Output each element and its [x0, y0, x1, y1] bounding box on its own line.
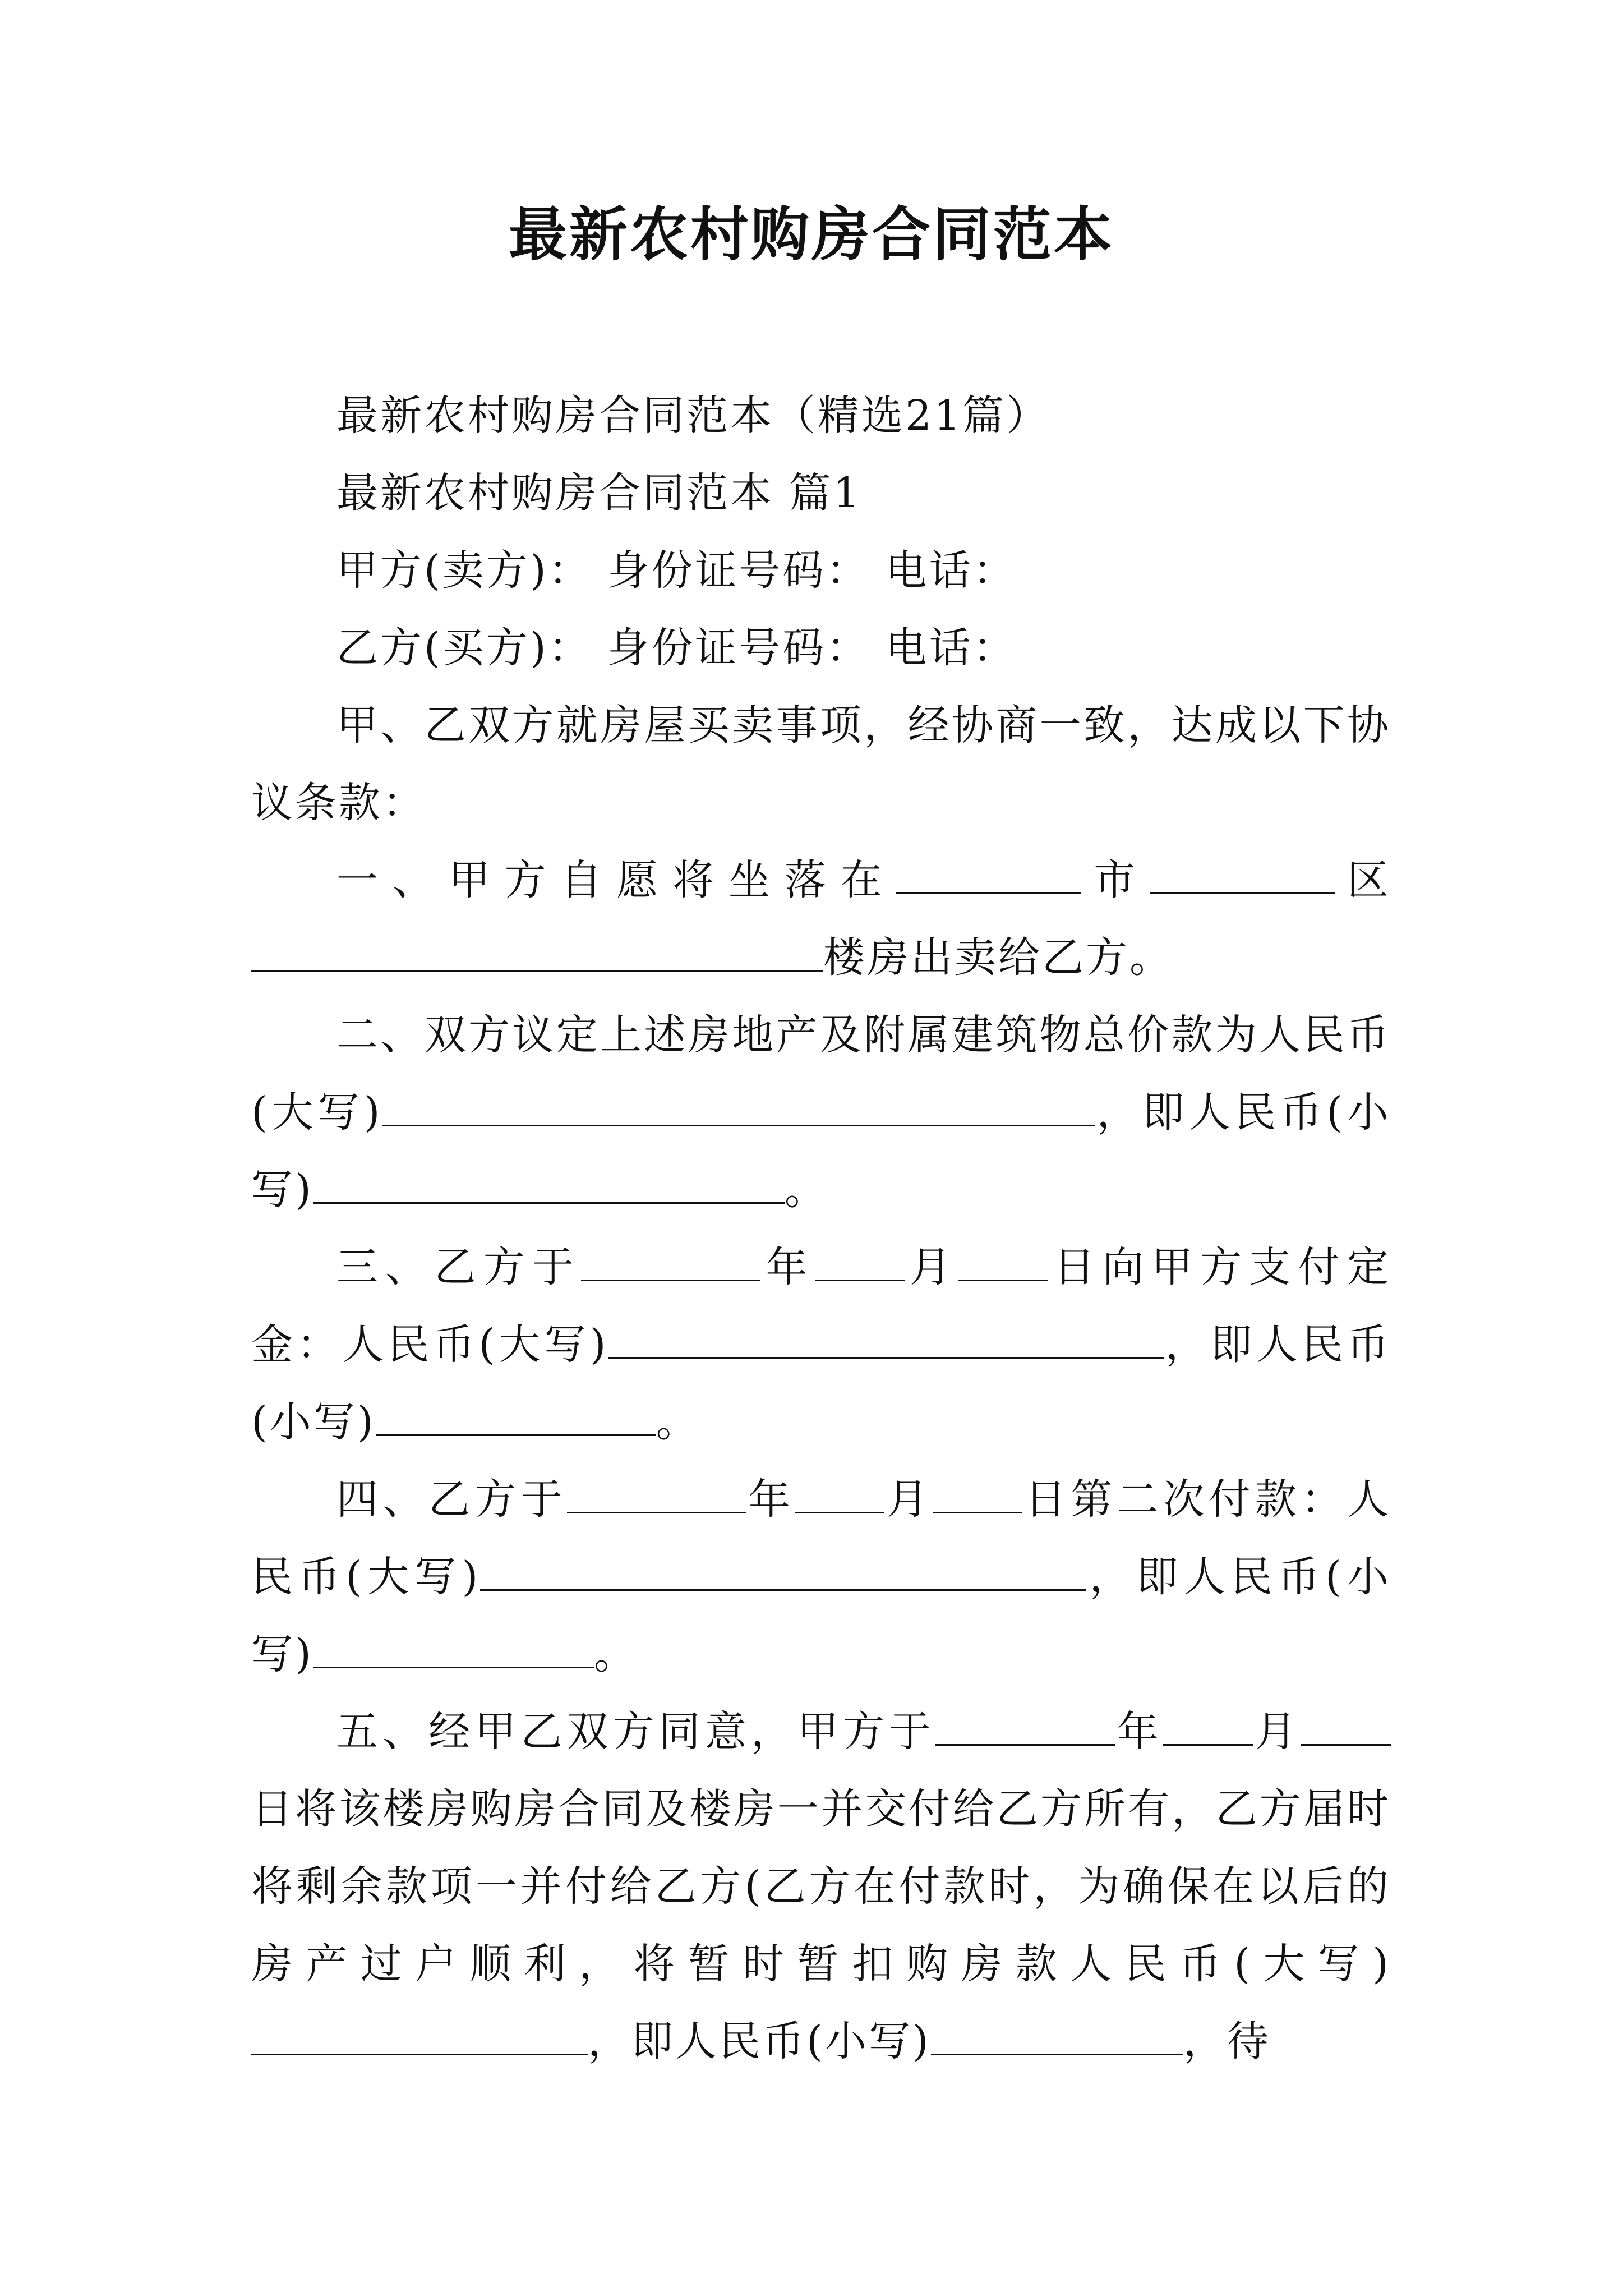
handover-day-blank[interactable] — [1301, 1707, 1391, 1746]
clause-2-prefix: 二、双方议定上述房地产及附属建筑物总价款为人民币(大写) — [251, 1011, 1391, 1137]
deposit-upper-blank[interactable] — [608, 1320, 1164, 1359]
clause-1-district: 区 — [1335, 856, 1391, 904]
deposit-month-blank[interactable] — [815, 1243, 905, 1281]
clause-4-mid: ，即人民币(小写) — [251, 1553, 1391, 1678]
clause-5-year: 年 — [1114, 1708, 1163, 1756]
clause-5-end: ，待 — [1183, 2017, 1271, 2065]
clause-4 — [251, 1461, 1391, 1693]
clause-2 — [251, 996, 1391, 1228]
document-body — [251, 377, 1391, 2080]
clause-4-year: 年 — [746, 1475, 795, 1524]
second-payment-lower-blank[interactable] — [313, 1630, 594, 1668]
party-a-line: 甲方(卖方)： 身份证号码： 电话： — [336, 546, 1017, 595]
clause-1-city: 市 — [1081, 856, 1150, 904]
section-heading: 最新农村购房合同范本 篇1 — [336, 469, 862, 517]
city-blank[interactable] — [896, 855, 1081, 894]
subtitle: 最新农村购房合同范本（精选21篇） — [336, 392, 1050, 440]
clause-5-month: 月 — [1252, 1708, 1302, 1756]
withheld-lower-blank[interactable] — [931, 2017, 1183, 2055]
second-payment-upper-blank[interactable] — [480, 1552, 1086, 1591]
second-payment-month-blank[interactable] — [795, 1475, 884, 1513]
clause-3-end: 。 — [656, 1398, 700, 1446]
handover-year-blank[interactable] — [935, 1707, 1115, 1746]
clause-4-month: 月 — [884, 1475, 933, 1524]
clause-4-prefix: 四、乙方于 — [336, 1475, 567, 1524]
second-payment-day-blank[interactable] — [933, 1475, 1022, 1513]
second-payment-year-blank[interactable] — [567, 1475, 746, 1513]
clause-3-mid: ，即人民币(小写) — [251, 1320, 1391, 1446]
clause-3-month: 月 — [904, 1243, 959, 1291]
clause-5-mid: ，即人民币(小写) — [588, 2017, 931, 2065]
deposit-day-blank[interactable] — [958, 1243, 1048, 1281]
total-price-upper-blank[interactable] — [382, 1088, 1095, 1126]
clause-1-prefix: 一、甲方自愿将坐落在 — [336, 856, 897, 904]
clause-2-end: 。 — [784, 1166, 828, 1214]
document-title: 最新农村购房合同范本 — [508, 200, 1114, 269]
clause-3-day-text: 日向甲方支付定金：人民币(大写) — [251, 1243, 1391, 1369]
withheld-upper-blank[interactable] — [251, 2017, 588, 2055]
district-blank[interactable] — [1150, 855, 1335, 894]
deposit-lower-blank[interactable] — [376, 1397, 656, 1436]
clause-5 — [251, 1693, 1391, 2080]
clause-5-prefix: 五、经甲乙双方同意，甲方于 — [336, 1708, 935, 1756]
clause-3-prefix: 三、乙方于 — [336, 1243, 582, 1291]
deposit-year-blank[interactable] — [581, 1243, 760, 1281]
address-blank[interactable] — [251, 933, 823, 972]
intro-paragraph: 甲、乙双方就房屋买卖事项，经协商一致，达成以下协议条款： — [251, 701, 1391, 827]
clause-4-end: 。 — [593, 1630, 638, 1678]
clause-3 — [251, 1228, 1391, 1461]
clause-3-year: 年 — [760, 1243, 815, 1291]
party-b-line: 乙方(买方)： 身份证号码： 电话： — [336, 624, 1017, 672]
clause-1-suffix: 楼房出卖给乙方。 — [823, 933, 1173, 982]
total-price-lower-blank[interactable] — [313, 1165, 785, 1204]
handover-month-blank[interactable] — [1163, 1707, 1253, 1746]
clause-4-day-text: 日第二次付款：人民币(大写) — [251, 1475, 1391, 1601]
clause-1 — [251, 841, 1391, 996]
clause-2-mid: ，即人民币(小写) — [251, 1088, 1391, 1214]
clause-5-day-text: 日将该楼房购房合同及楼房一并交付给乙方所有，乙方届时将剩余款项一并付给乙方(乙方在付款时，为确保在以后的房产过户顺利，将暂时暂扣购房款人民币(大写) — [251, 1785, 1391, 1988]
